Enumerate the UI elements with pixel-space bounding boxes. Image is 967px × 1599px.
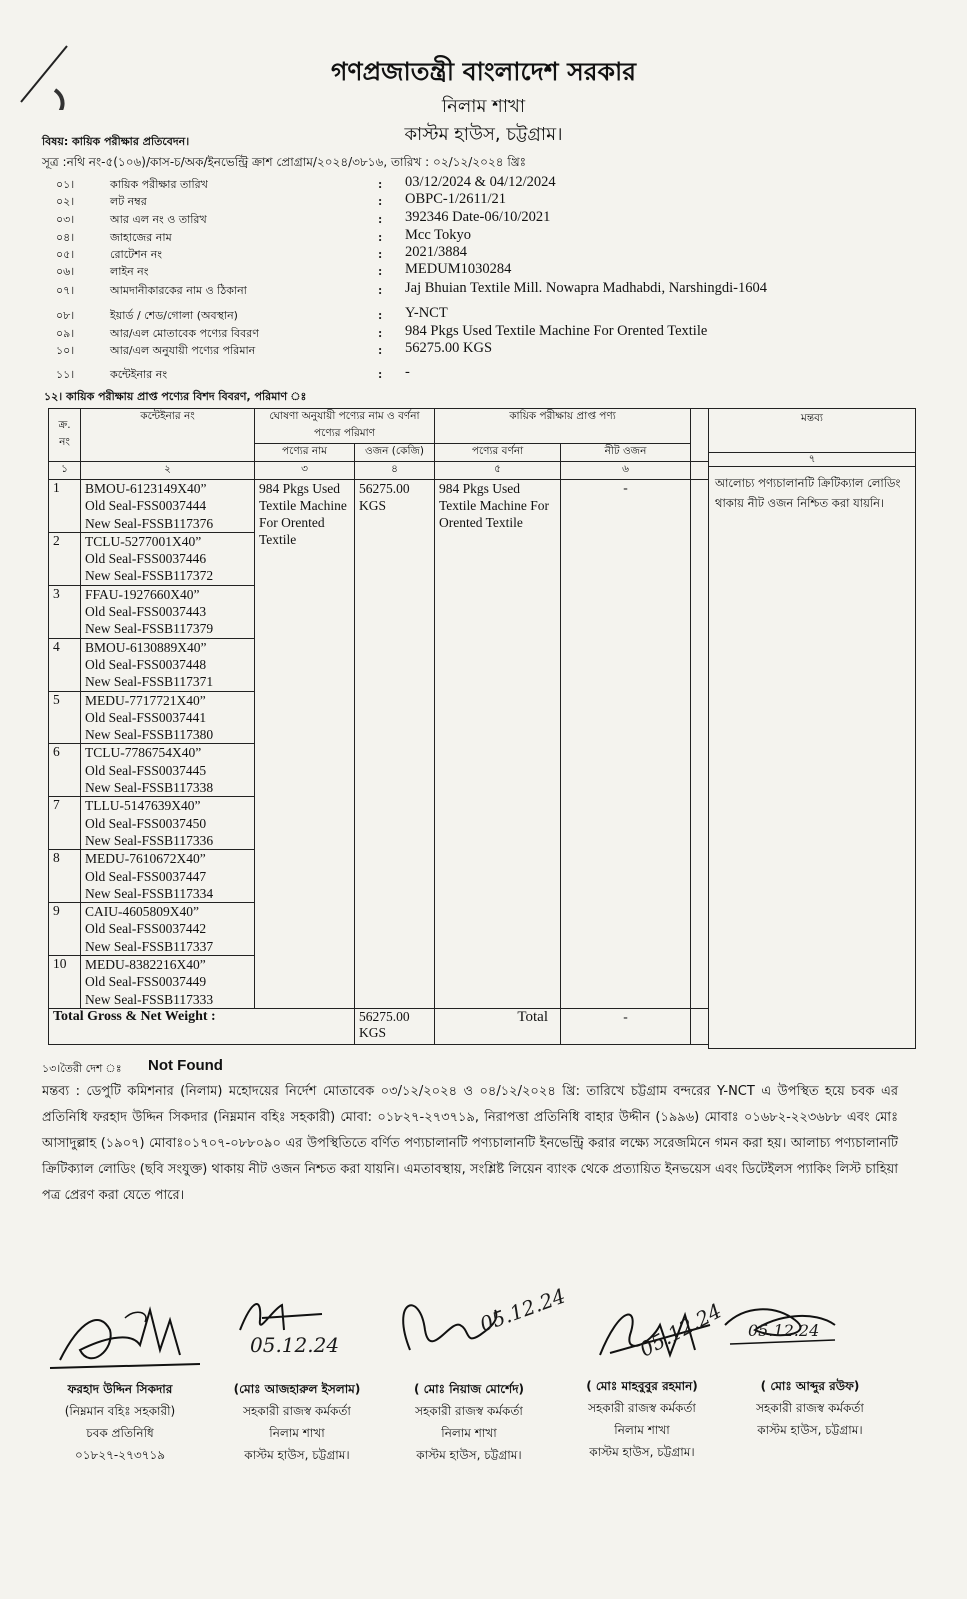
- signature-date: 05.12.24: [476, 1283, 569, 1337]
- header-goods-desc: পণ্যের বর্ণনা: [435, 444, 561, 462]
- signature-1: [40, 1300, 210, 1380]
- column-number: ৭: [709, 453, 915, 467]
- field-number: ১১।: [56, 368, 75, 381]
- signature-date: 05.12.24: [748, 1321, 820, 1340]
- field-number: ০১।: [56, 178, 75, 191]
- container-number: BMOU-6123149X40”: [85, 481, 207, 496]
- office-name: কাস্টম হাউস, চট্টগ্রাম।: [404, 124, 563, 145]
- total-net-weight: -: [561, 1008, 691, 1044]
- origin-label: ১৩।তৈরী দেশ ঃ: [42, 1062, 122, 1075]
- container-number: CAIU-4605809X40”: [85, 904, 199, 920]
- inspection-table: [48, 408, 709, 1045]
- column-number: ২: [81, 462, 255, 480]
- container-number: TCLU-5277001X40”: [85, 533, 202, 549]
- row-container: [81, 850, 255, 903]
- header-goods-name: পণ্যের নাম: [255, 444, 355, 462]
- field-label: আমদানীকারকের নাম ও ঠিকানা: [110, 284, 247, 297]
- new-seal: New Seal-FSSB117333: [85, 991, 214, 1007]
- signatory-name: (মোঃ আজহারুল ইসলাম): [233, 1382, 361, 1396]
- signatory-name: ( মোঃ নিয়াজ মোর্শেদ): [413, 1382, 525, 1396]
- declared-goods-name: 984 Pkgs Used Textile Machine For Orented Textile: [255, 480, 355, 1009]
- origin-value: Not Found: [148, 1057, 223, 1074]
- header-declared: ঘোষণা অনুযায়ী পণ্যের নাম ও বর্ণনা পণ্যের পরিমাণ: [255, 409, 435, 444]
- header-remarks: মন্তব্য: [709, 409, 915, 453]
- column-number-row: [49, 462, 709, 480]
- row-container: [81, 903, 255, 956]
- old-seal: Old Seal-FSS0037445: [85, 762, 207, 778]
- old-seal: Old Seal-FSS0037448: [85, 656, 207, 672]
- field-colon: :: [378, 366, 383, 381]
- field-colon: :: [378, 325, 383, 340]
- column-number: ৩: [255, 462, 355, 480]
- row-serial: 1: [49, 480, 81, 533]
- field-colon: :: [378, 282, 383, 297]
- new-seal: New Seal-FSSB117371: [85, 674, 214, 690]
- signatory-phone: ০১৮২৭-২৭৩৭১৯: [74, 1448, 166, 1462]
- old-seal: Old Seal-FSS0037447: [85, 868, 207, 884]
- column-number: ১: [49, 462, 81, 480]
- table-row: [49, 480, 709, 533]
- found-net-weight: -: [561, 480, 691, 1009]
- section-12-heading: ১২। কায়িক পরীক্ষায় প্রাপ্ত পণ্যের বিশদ বিবরণ, পরিমাণ ঃ: [44, 390, 307, 403]
- field-value: 56275.00 KGS: [405, 340, 493, 356]
- field-label: লাইন নং: [110, 265, 149, 278]
- field-number: ০৪।: [56, 231, 75, 244]
- total-weight: 56275.00 KGS: [355, 1008, 435, 1044]
- old-seal: Old Seal-FSS0037444: [85, 498, 207, 514]
- container-number: BMOU-6130889X40”: [85, 639, 207, 655]
- field-value: 03/12/2024 & 04/12/2024: [405, 174, 556, 190]
- container-number: MEDU-7717721X40”: [85, 692, 206, 708]
- field-label: কায়িক পরীক্ষার তারিখ: [110, 178, 208, 191]
- remarks-paragraph: মন্তব্য : ডেপুটি কমিশনার (নিলাম) মহোদয়ের নির্দেশ মোতাবেক ০৩/১২/২০২৪ ও ০৪/১২/২০২৪ খ্রি: তারিখে চট্টগ্রাম বন্দরের Y-NCT এ উপস্থিত হয়ে চবক এর প্রতিনিধি ফরহাদ উদ্দিন সিকদার (নিম্নমান বহিঃ সহকারী) মোবা: ০১৮২৭-২৭৩৭১৯, নিরাপত্তা প্রতিনিধি বাহার উদ্দীন (১৯৯৬) মোবাঃ ০১৬৮২-২২৩৬৮৮ এবং মোঃ আসাদুল্লাহ (১৯০৭) মোবাঃ০১৭০৭-০৮৮০৯০ এর উপস্থিতিতে বর্ণিত পণ্যচালানটি পণ্যচালানটি ইনভেন্ট্রি করার লক্ষ্যে সরেজমিনে গমন করা হয়। আলাচ্য পণ্যচালানটি ক্রিটিক্যাল লোডিং (ছবি সংযুক্ত) থাকায় নীট ওজন নিশ্চত করা যায়নি। এমতাবস্থায়, সংশ্লিষ্ট লিয়েন ব্যাংক থেকে প্রত্যায়িত ইনভয়েস এবং ডিটেইলস প্যাকিং লিস্ট চাহিয়া পত্র প্রেরণ করা যেতে পারে।: [42, 1084, 898, 1203]
- signatory-line: নিলাম শাখা: [269, 1426, 325, 1440]
- new-seal: New Seal-FSSB117337: [85, 938, 214, 954]
- remarks-column: [708, 408, 916, 1049]
- old-seal: Old Seal-FSS0037450: [85, 815, 207, 831]
- row-serial: 7: [49, 797, 81, 850]
- found-goods-desc: 984 Pkgs Used Textile Machine For Orented Textile: [435, 480, 561, 1009]
- signatory-designation: সহকারী রাজস্ব কর্মকর্তা: [243, 1404, 351, 1418]
- row-serial: 2: [49, 532, 81, 585]
- row-container: [81, 691, 255, 744]
- container-number: MEDU-7610672X40”: [85, 851, 206, 867]
- field-number: ০৫।: [56, 248, 75, 261]
- remarks-cell: আলোচ্য পণ্যচালানটি ক্রিটিক্যাল লোডিং থাকায় নীট ওজন নিশ্চিত করা যায়নি।: [715, 476, 901, 510]
- field-label: রোটেশন নং: [110, 248, 162, 261]
- field-colon: :: [378, 193, 383, 208]
- row-container: [81, 480, 255, 533]
- header-serial: ক্র. নং: [49, 409, 81, 462]
- new-seal: New Seal-FSSB117379: [85, 621, 214, 637]
- field-value: OBPC-1/2611/21: [405, 191, 506, 207]
- field-number: ০৯।: [56, 327, 75, 340]
- old-seal: Old Seal-FSS0037446: [85, 551, 207, 567]
- column-number: ৪: [355, 462, 435, 480]
- row-serial: 8: [49, 850, 81, 903]
- total-label: Total Gross & Net Weight :: [49, 1008, 355, 1044]
- row-serial: 5: [49, 691, 81, 744]
- branch-name: নিলাম শাখা: [441, 96, 526, 117]
- field-label: জাহাজের নাম: [110, 231, 172, 244]
- table-header-row: [49, 409, 709, 444]
- header-found: কায়িক পরীক্ষায় প্রাপ্ত পণ্য: [435, 409, 691, 444]
- header-container: কন্টেইনার নং: [81, 409, 255, 462]
- signatory-designation: (নিম্নমান বহিঃ সহকারী): [64, 1404, 176, 1418]
- signatory-name: ফরহাদ উদ্দিন সিকদার: [67, 1382, 173, 1396]
- field-value: Mcc Tokyo: [405, 227, 471, 243]
- government-title: গণপ্রজাতন্ত্রী বাংলাদেশ সরকার: [331, 57, 636, 86]
- row-serial: 6: [49, 744, 81, 797]
- reference-line: সূত্র :নথি নং-৫(১০৬)/কাস-চ/অক/ইনভেন্ট্রি ক্রাশ প্রোগ্রাম/২০২৪/৩৮১৬, তারিখ : ০২/১২/২০২৪ খ্রিঃ: [42, 155, 527, 169]
- field-colon: :: [378, 176, 383, 191]
- old-seal: Old Seal-FSS0037443: [85, 604, 207, 620]
- field-number: ০৮।: [56, 309, 75, 322]
- total-row: [49, 1008, 709, 1044]
- field-colon: :: [378, 263, 383, 278]
- field-colon: :: [378, 307, 383, 322]
- field-value: 392346 Date-06/10/2021: [405, 209, 551, 225]
- new-seal: New Seal-FSSB117338: [85, 780, 214, 796]
- signatory-block: [30, 1378, 210, 1466]
- table-body: [49, 480, 709, 1045]
- new-seal: New Seal-FSSB117334: [85, 885, 214, 901]
- row-container: [81, 638, 255, 691]
- row-serial: 10: [49, 956, 81, 1009]
- row-container: [81, 585, 255, 638]
- container-number: FFAU-1927660X40”: [85, 586, 200, 602]
- row-serial: 3: [49, 585, 81, 638]
- field-number: ০২।: [56, 195, 75, 208]
- signature-date: 05.12.24: [250, 1333, 340, 1357]
- field-value: MEDUM1030284: [405, 261, 512, 277]
- signatory-block: [552, 1375, 732, 1463]
- field-colon: :: [378, 342, 383, 357]
- signatory-block: [384, 1378, 554, 1466]
- row-serial: 9: [49, 903, 81, 956]
- signatory-office: কাস্টম হাউস, চট্টগ্রাম।: [244, 1448, 350, 1462]
- field-colon: :: [378, 211, 383, 226]
- field-label: আর/এল অনুযায়ী পণ্যের পরিমান: [110, 344, 256, 357]
- field-colon: :: [378, 246, 383, 261]
- signatory-office: কাস্টম হাউস, চট্টগ্রাম।: [757, 1423, 863, 1437]
- field-label: ইয়ার্ড / শেড/গোলা (অবস্থান): [110, 309, 238, 322]
- field-number: ০৩।: [56, 213, 75, 226]
- field-label: আর এল নং ও তারিখ: [110, 213, 207, 226]
- field-number: ০৭।: [56, 284, 75, 297]
- row-container: [81, 956, 255, 1009]
- field-value: 2021/3884: [405, 244, 468, 260]
- signatory-block: [720, 1375, 900, 1441]
- field-label: কন্টেইনার নং: [110, 368, 168, 381]
- new-seal: New Seal-FSSB117336: [85, 832, 214, 848]
- header-weight: ওজন (কেজি): [355, 444, 435, 462]
- header-net-weight: নীট ওজন: [561, 444, 691, 462]
- column-number: ৬: [561, 462, 691, 480]
- old-seal: Old Seal-FSS0037449: [85, 974, 207, 990]
- row-container: [81, 532, 255, 585]
- row-container: [81, 797, 255, 850]
- old-seal: Old Seal-FSS0037442: [85, 921, 207, 937]
- field-value: Y-NCT: [405, 305, 448, 321]
- field-value: Jaj Bhuian Textile Mill. Nowapra Madhabdi, Narshingdi-1604: [405, 280, 767, 296]
- signatory-line: নিলাম শাখা: [614, 1423, 670, 1437]
- subject-line: বিষয়: কায়িক পরীক্ষার প্রতিবেদন।: [42, 135, 190, 148]
- container-number: TCLU-7786754X40”: [85, 745, 202, 761]
- new-seal: New Seal-FSSB117376: [85, 515, 214, 531]
- signatory-designation: সহকারী রাজস্ব কর্মকর্তা: [415, 1404, 523, 1418]
- container-number: MEDU-8382216X40”: [85, 957, 206, 973]
- signatory-office: কাস্টম হাউস, চট্টগ্রাম।: [589, 1445, 695, 1459]
- signatory-line: নিলাম শাখা: [441, 1426, 497, 1440]
- column-number: ৫: [435, 462, 561, 480]
- declared-weight: 56275.00 KGS: [355, 480, 435, 1009]
- signatory-designation: সহকারী রাজস্ব কর্মকর্তা: [588, 1401, 696, 1415]
- row-container: [81, 744, 255, 797]
- signatory-office: কাস্টম হাউস, চট্টগ্রাম।: [416, 1448, 522, 1462]
- old-seal: Old Seal-FSS0037441: [85, 709, 207, 725]
- new-seal: New Seal-FSSB117372: [85, 568, 214, 584]
- total-word: Total: [435, 1008, 561, 1044]
- signatory-line: চবক প্রতিনিধি: [86, 1426, 154, 1440]
- field-label: লট নম্বর: [110, 195, 147, 208]
- signatory-block: [212, 1378, 382, 1466]
- field-label: আর/এল মোতাবেক পণ্যের বিবরণ: [110, 327, 259, 340]
- field-value: -: [405, 364, 410, 380]
- field-colon: :: [378, 229, 383, 244]
- signatory-designation: সহকারী রাজস্ব কর্মকর্তা: [756, 1401, 864, 1415]
- field-value: 984 Pkgs Used Textile Machine For Orented Textile: [405, 323, 708, 339]
- signatory-name: ( মোঃ মাহবুবুর রহমান): [586, 1379, 698, 1393]
- container-number: TLLU-5147639X40”: [85, 798, 201, 814]
- new-seal: New Seal-FSSB117380: [85, 727, 214, 743]
- field-number: ১০।: [56, 344, 75, 357]
- signature-date: 05.12.24: [635, 1298, 726, 1362]
- row-serial: 4: [49, 638, 81, 691]
- field-number: ০৬।: [56, 265, 75, 278]
- signatory-name: ( মোঃ আব্দুর রউফ): [760, 1379, 860, 1393]
